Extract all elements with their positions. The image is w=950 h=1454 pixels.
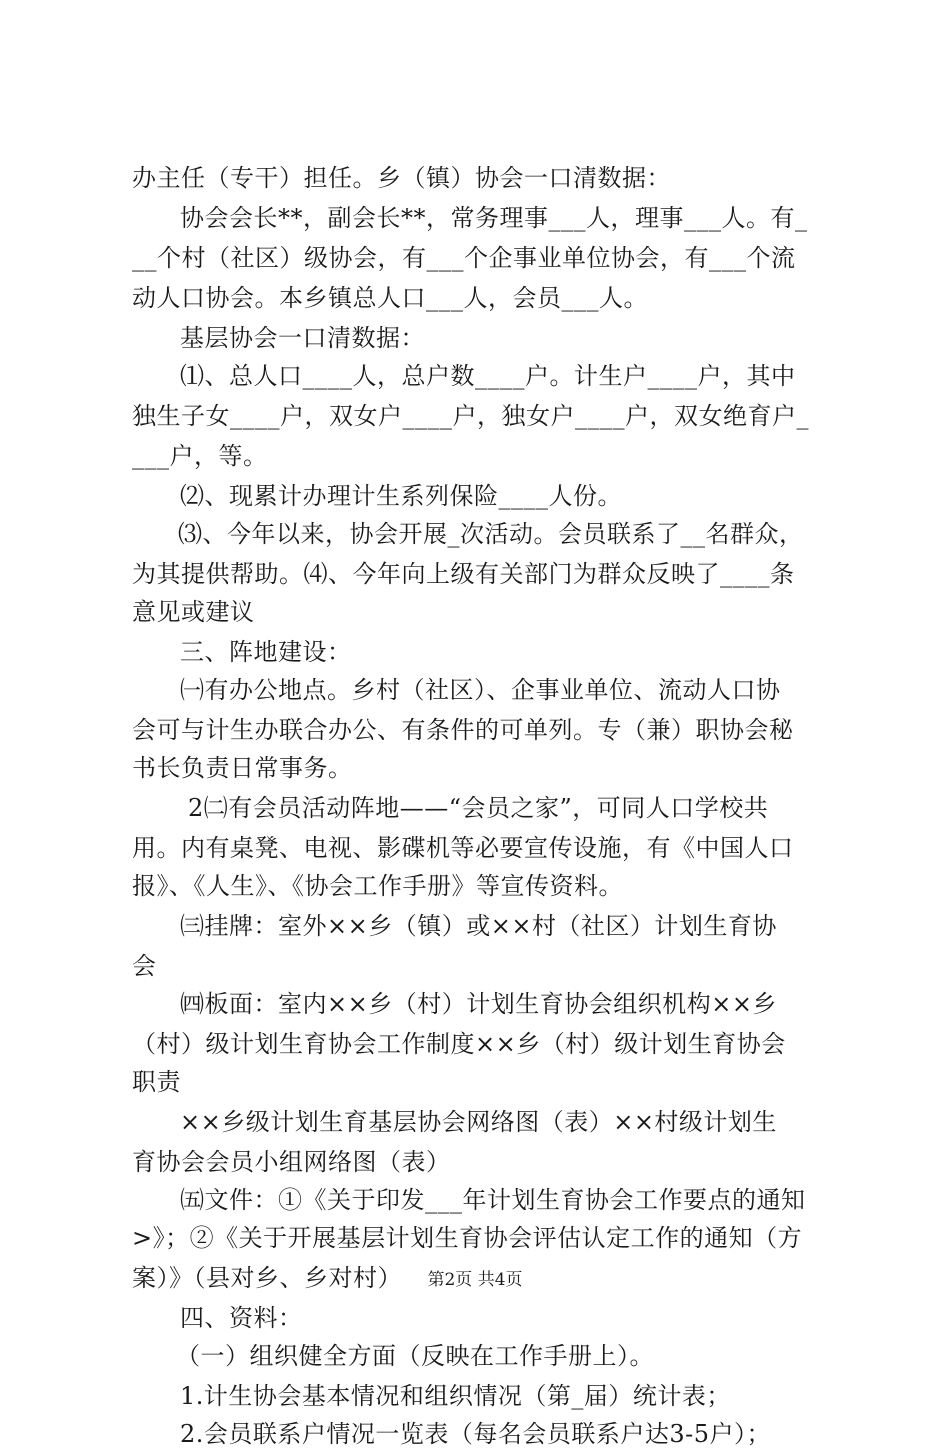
text-line: 独生子女____户，双女户____户，独女户____户，双女绝育户_ [132,402,809,430]
text-line: 案）》（县对乡、乡对村） [132,1264,402,1292]
text-line: 协会会长**，副会长**，常务理事___人，理事___人。有_ [180,204,808,232]
text-line: ㈤文件：①《关于印发___年计划生育协会工作要点的通知 [180,1186,806,1214]
text-line: 为其提供帮助。⑷、今年向上级有关部门为群众反映了____条 [132,560,795,588]
text-line: ___户，等。 [132,442,268,470]
text-line: ⑶、今年以来，协会开展_次活动。会员联系了__名群众， [178,520,804,548]
text-line: 基层协会一口清数据： [180,324,425,352]
text-line: 2㈡有会员活动阵地——“会员之家”，可同人口学校共 [188,794,769,822]
text-line: 职责 [132,1068,181,1096]
text-line: 用。内有桌凳、电视、影碟机等必要宣传设施，有《中国人口 [132,834,794,862]
text-line: 会可与计生办联合办公、有条件的可单列。专（兼）职协会秘 [132,716,794,744]
text-line: __个村（社区）级协会，有___个企事业单位协会，有___个流 [132,244,796,272]
text-line: 书长负责日常事务。 [132,754,353,782]
text-line: 意见或建议 [132,598,255,626]
text-line: 动人口协会。本乡镇总人口___人，会员___人。 [132,284,648,312]
text-line: 2.会员联系户情况一览表（每名会员联系户达3-5户）； [180,1420,772,1448]
text-line: （村）级计划生育协会工作制度××乡（村）级计划生育协会 [132,1030,786,1058]
text-line: 报》、《人生》、《协会工作手册》等宣传资料。 [132,872,623,900]
page-footer: 第2页 共4页 [427,1270,523,1290]
text-line: ㈠有办公地点。乡村（社区）、企事业单位、流动人口协 [180,676,781,704]
section-heading: 四、资料： [180,1304,303,1332]
text-line: ××乡级计划生育基层协会网络图（表）××村级计划生 [180,1108,777,1136]
text-line: ㈢挂牌：室外××乡（镇）或××村（社区）计划生育协 [180,912,777,940]
text-line: 办主任（专干）担任。乡（镇）协会一口清数据： [132,164,671,192]
text-line: 1.计生协会基本情况和组织情况（第_届）统计表； [180,1382,731,1410]
section-heading: 三、阵地建设： [180,638,352,666]
text-line: ⑵、现累计办理计生系列保险____人份。 [180,482,622,510]
text-line: >》；②《关于开展基层计划生育协会评估认定工作的通知（方 [132,1224,803,1252]
text-line: ㈣板面：室内××乡（村）计划生育协会组织机构××乡 [180,990,777,1018]
text-line: （一）组织健全方面（反映在工作手册上）。 [176,1342,654,1370]
text-line: 育协会会员小组网络图（表） [132,1148,451,1176]
text-line: 会 [132,952,157,980]
text-line: ⑴、总人口____人，总户数____户。计生户____户，其中 [180,362,796,390]
